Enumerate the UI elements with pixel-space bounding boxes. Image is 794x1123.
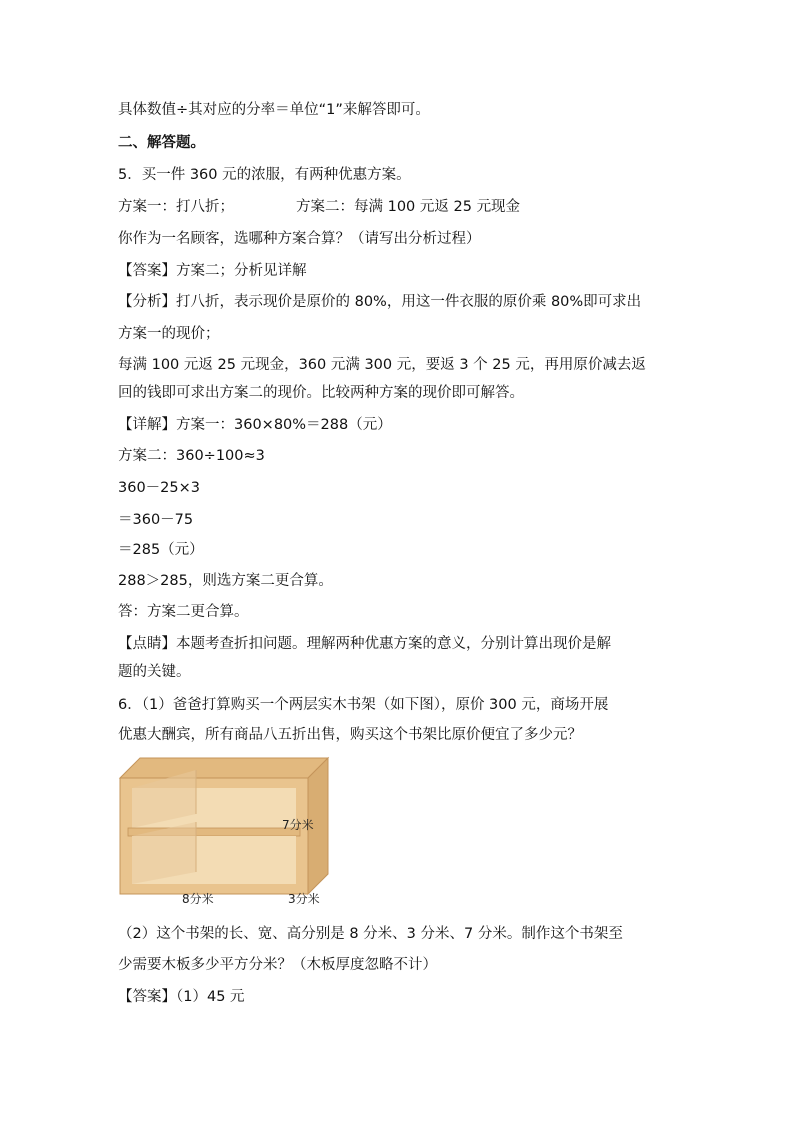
detail-line: 【详解】方案一：360×80%＝288（元）	[118, 417, 392, 433]
question-6-line: 少需要木板多少平方分米？（木板厚度忽略不计）	[118, 957, 437, 973]
detail-line: 方案二：360÷100≈3	[118, 448, 265, 464]
answer-6: 【答案】（1）45 元	[118, 989, 245, 1005]
question-5-ask: 你作为一名顾客，选哪种方案合算？（请写出分析过程）	[118, 231, 481, 247]
question-5: 5．买一件 360 元的浓服，有两种优惠方案。	[118, 167, 411, 183]
answer-line: 答：方案二更合算。	[118, 604, 249, 620]
bookshelf-figure	[118, 756, 334, 908]
plan-two: 方案二：每满 100 元返 25 元现金	[296, 199, 521, 215]
text-line: 具体数值÷其对应的分率＝单位“1”来解答即可。	[118, 102, 430, 118]
section-heading: 二、解答题。	[118, 135, 205, 151]
detail-line: 288＞285，则选方案二更合算。	[118, 573, 333, 589]
bookshelf-illustration	[118, 756, 334, 908]
analysis-line: 回的钱即可求出方案二的现价。比较两种方案的现价即可解答。	[118, 385, 524, 401]
shelf-top-face	[120, 758, 328, 778]
comment-line: 题的关键。	[118, 664, 191, 680]
length-label: 8分米	[182, 892, 214, 906]
plan-one: 方案一：打八折；	[118, 199, 234, 215]
question-6-line: 优惠大酬宾，所有商品八五折出售，购买这个书架比原价便宜了多少元？	[118, 727, 582, 743]
height-label: 7分米	[282, 818, 314, 832]
analysis-line: 【分析】打八折，表示现价是原价的 80%，用这一件衣服的原价乘 80%即可求出	[118, 294, 642, 310]
detail-line: ＝285（元）	[118, 542, 204, 558]
detail-line: 360－25×3	[118, 480, 201, 496]
detail-line: ＝360－75	[118, 512, 194, 528]
plans-line	[118, 197, 688, 217]
analysis-line: 方案一的现价；	[118, 326, 220, 342]
width-label: 3分米	[288, 892, 320, 906]
comment-line: 【点睛】本题考查折扣问题。理解两种优惠方案的意义，分别计算出现价是解	[118, 636, 611, 652]
question-6-line: （2）这个书架的长、宽、高分别是 8 分米、3 分米、7 分米。制作这个书架至	[118, 926, 623, 942]
answer-5: 【答案】方案二；分析见详解	[118, 263, 307, 279]
analysis-line: 每满 100 元返 25 元现金，360 元满 300 元，要返 3 个 25 元，再用原价减去返	[118, 357, 646, 373]
question-6-line: 6．（1）爸爸打算购买一个两层实木书架（如下图），原价 300 元，商场开展	[118, 697, 609, 713]
